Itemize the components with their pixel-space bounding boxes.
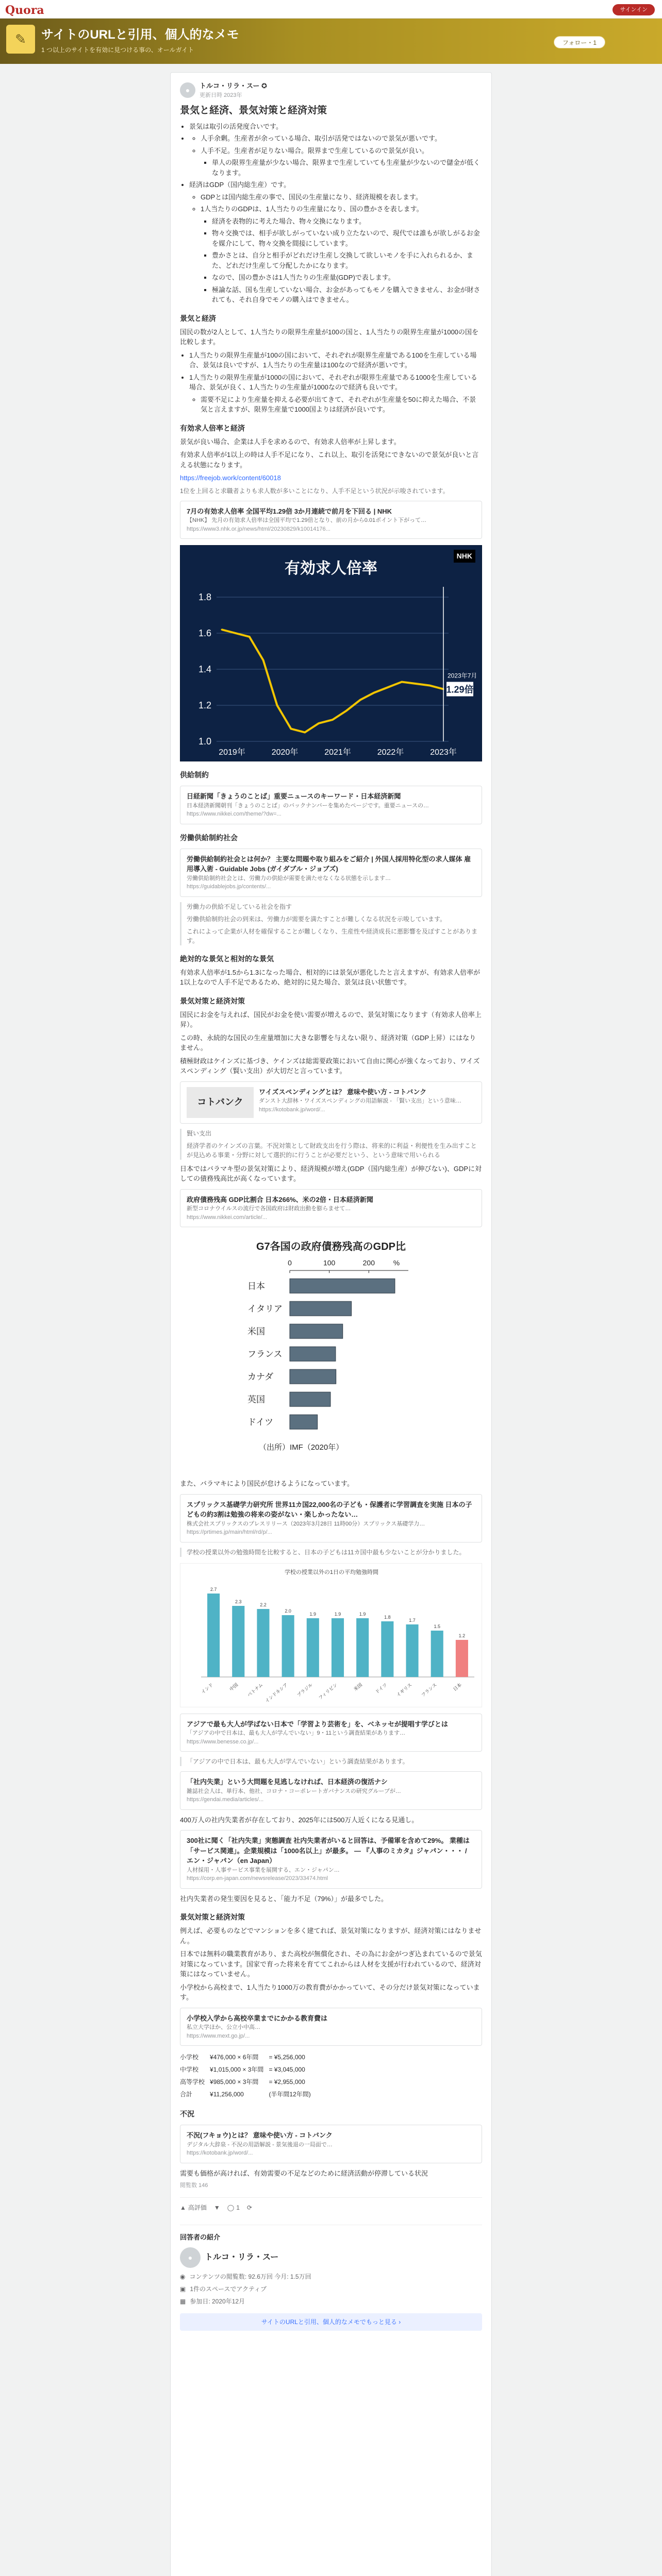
data-point: [290, 728, 292, 730]
category-label: 日本: [452, 1682, 463, 1692]
link-note: 1位を上回ると求職者よりも求人数が多いことになり、人手不足という状況が示唆されています。: [180, 487, 449, 495]
link-card-desc: デジタル大辞泉 - 不況の用語解説 - 景気後退の一局面で…: [187, 2141, 333, 2148]
space-icon[interactable]: ✎: [6, 25, 35, 54]
list-item: • 景気は取引の活発度合いです。: [189, 122, 482, 132]
post-title: 景気と経済、景気対策と経済対策: [180, 105, 327, 116]
paragraph: 労働力の供給不足している社会を指す: [187, 903, 292, 910]
x-tick-label: 2021年: [324, 748, 351, 757]
y-tick-label: 1.2: [198, 700, 211, 710]
cost-label: 中学校: [180, 2066, 199, 2073]
list-item: • 1人当たりの限界生産量が100の国において、それぞれが限界生産量である100を生産している場合、景気は良いですが、1人当たりの生産量は100なので経済が悪いです。: [189, 350, 482, 370]
y-tick-label: 1.8: [198, 592, 211, 602]
data-point: [235, 633, 236, 634]
author-meta: 更新日時 2023年: [200, 92, 242, 98]
bar: [257, 1609, 269, 1677]
space-title[interactable]: サイトのURLと引用、個人的なメモ: [41, 28, 239, 42]
link-card-nikkei-debt[interactable]: [180, 1189, 482, 1228]
paragraph: 社内失業者の発生要因を見ると、「能力不足（79%）」が最多でした。: [180, 1894, 388, 1903]
upvote-label: 高評価: [188, 2204, 207, 2211]
more-in-space-link[interactable]: サイトのURLと引用、個人的なメモでもっと見る ›: [180, 2313, 482, 2331]
category-label: ドイツ: [247, 1417, 274, 1427]
y-tick-label: 1.6: [198, 628, 211, 638]
list-item: ◦ 需要不足により生産量を抑える必要が出てきて、それぞれが生産量を50に抑えた場合、不景気と言えますが、限界生産量で1000国よりは経済が良いです。: [201, 395, 482, 415]
section-heading: 供給制約: [180, 771, 209, 779]
x-unit-label: %: [393, 1259, 400, 1267]
paragraph: 国民にお金を与えれば、国民がお金を使い需要が増えるので、景気対策になります（有効求人倍率上昇）。: [180, 1010, 482, 1028]
quote-text: 経済学者のケインズの言葉。不況対策として財政支出を行う際は、将来的に利益・利便性を生み出すことが見込める事業・分野に対して選択的に行うことが必要だという、という意味で用いられる: [187, 1142, 477, 1159]
calendar-icon: ▦: [180, 2298, 186, 2305]
paragraph: 有効求人倍率が1以上の時は人手不足になり、これ以上、取引を活発にできないので景気が良いと言える状態になります。: [180, 451, 479, 469]
data-point: [276, 705, 278, 706]
about-header: 回答者の紹介: [180, 2233, 221, 2241]
x-tick-label: 0: [288, 1259, 292, 1267]
bar: [232, 1606, 244, 1677]
bar: [332, 1618, 344, 1677]
annotation-value: 1.29倍: [446, 684, 474, 695]
cost-calc: ¥985,000 × 3年間: [210, 2078, 259, 2086]
link-card-title: 小学校入学から高校卒業までにかかる教育費は: [187, 2014, 328, 2022]
link-card-title: 日経新聞「きょうのことば」重要ニュースのキーワード・日本経済新聞: [187, 792, 401, 800]
list-item: ◦ GDPとは国内総生産の事で、国民の生産量になり、経済規模を表します。: [201, 192, 482, 202]
bar: [307, 1618, 319, 1677]
link-card-title: 政府債務残高 GDP比割合 日本266%、米の2倍・日本経済新聞: [187, 1195, 373, 1204]
y-tick-label: 1.0: [198, 736, 211, 747]
link-card-desc: 労働供給制約社会とは、労働力の供給が需要を満たせなくなる状態を示します…: [187, 875, 391, 882]
link-card-url: https://guidablejobs.jp/contents/...: [187, 884, 271, 890]
author-name[interactable]: トルコ・リラ・スー ✪: [200, 82, 267, 90]
upvote-icon: ▲: [180, 2204, 186, 2211]
list-item: ▪ 極論な話、国も生産していない場合、お金があってもモノを購入できません、お金が財されても、それ自身でモノの購入はできません。: [212, 285, 482, 305]
link-card-desc: 株式会社スプリックスのプレスリリース（2023年3月28日 11時00分）スプリックス基礎学力…: [187, 1520, 425, 1527]
category-label: カナダ: [247, 1372, 274, 1382]
data-point: [221, 629, 223, 631]
link-card-url: https://kotobank.jp/word/...: [259, 1106, 325, 1113]
data-point: [415, 683, 417, 685]
bar: [406, 1624, 419, 1677]
data-point: [318, 723, 320, 724]
data-point: [359, 699, 361, 701]
data-label: 1.7: [409, 1617, 416, 1623]
nhk-logo: NHK: [454, 550, 475, 563]
category-label: イタリア: [247, 1304, 283, 1314]
data-point: [401, 681, 403, 683]
category-label: フィリピン: [317, 1682, 339, 1701]
link-card-education-cost[interactable]: [180, 2008, 482, 2046]
section-heading: 労働供給制約社会: [180, 833, 238, 842]
list-item: ▪ 経済を表物的に考えた場合、物々交換になります。: [212, 216, 482, 227]
list-item: • 1人当たりの限界生産量が1000の国において、それぞれが限界生産量である1000を生産している場合、景気が良く、1人当たりの生産量が1000なので経済も良いです。: [189, 372, 482, 393]
table-row: [180, 2076, 316, 2088]
cost-calc: ¥476,000 × 6年間: [210, 2054, 259, 2061]
about-author: [180, 2225, 482, 2331]
annotation-label: 2023年7月: [448, 672, 477, 680]
cost-label: 合計: [180, 2091, 193, 2098]
data-label: 2.0: [285, 1608, 291, 1614]
bar: [431, 1631, 443, 1677]
g7-debt-svg: [238, 1234, 424, 1471]
cost-calc: ¥1,015,000 × 3年間: [210, 2066, 264, 2073]
y-tick-label: 1.4: [198, 664, 211, 674]
paragraph: 有効求人倍率が1.5から1.3になった場合、相対的には景気が悪化したと言えますが、有効求人倍率が1以上なので人手不足であるため、絶対的に見た場合、景気は良い状態です。: [180, 968, 481, 986]
link-card-desc: ダンスト大辞林・ワイズスペンディングの用語解説 - 「賢い支出」という意味…: [259, 1098, 462, 1104]
top-bar: [0, 0, 662, 19]
list-item: ▪ 単人の限界生産量が少ない場合、限界まで生産していても生産量が少ないので儲金が低くなります。: [212, 158, 482, 178]
paragraph: また、バラマキにより国民が怠けるようになっています。: [180, 1480, 354, 1487]
quote-block: [180, 902, 482, 945]
paragraph: 400万人の社内失業者が存在しており、2025年には500万人近くになる見通し。: [180, 1816, 419, 1824]
list-item: ▪ なので、国の豊かさは1人当たりの生産量(GDP)で表します。: [212, 273, 482, 283]
quote-label: 賢い支出: [187, 1129, 212, 1137]
chart-title: 有効求人倍率: [285, 560, 377, 577]
link-card-desc: 人材採用・人事サービス事業を展開する、エン・ジャパン…: [187, 1867, 340, 1873]
category-label: 米国: [353, 1682, 363, 1692]
quote-block: [180, 1548, 482, 1557]
data-label: 1.2: [458, 1633, 466, 1638]
data-label: 1.9: [359, 1611, 366, 1617]
downvote-button[interactable]: [214, 2203, 220, 2212]
link-card-kotobank[interactable]: [180, 1081, 482, 1124]
about-spaces: 1件のスペースでアクティブ: [190, 2285, 267, 2293]
category-label: フランス: [420, 1682, 438, 1698]
data-point: [429, 685, 431, 686]
table-row: [180, 2088, 316, 2100]
cost-total: = ¥5,256,000: [269, 2054, 305, 2061]
paragraph: これによって企業が人材を確保することが難しくなり、生産性や経済成長に悪影響を及ぼすことがあります。: [187, 927, 478, 944]
series-line: [222, 630, 443, 733]
kotobank-thumb: コトバンク: [187, 1087, 254, 1118]
link-card-url: https://www.nikkei.com/article/...: [187, 1214, 267, 1221]
category-label: ドイツ: [374, 1682, 388, 1695]
avatar[interactable]: ●: [180, 2247, 201, 2268]
space-banner: [0, 19, 662, 64]
table-row: [180, 2051, 316, 2063]
bar: [290, 1324, 343, 1338]
freejob-link[interactable]: https://freejob.work/content/60018: [180, 474, 281, 482]
comment-button[interactable]: [227, 2203, 240, 2212]
about-joined: 参加日: 2020年12月: [190, 2298, 245, 2305]
chart-title: 学校の授業以外の1日の平均勉強時間: [284, 1569, 379, 1575]
list-item: [189, 192, 482, 305]
comment-icon: ◯: [227, 2204, 235, 2211]
link-card-enjapan[interactable]: [180, 1830, 482, 1889]
bar: [356, 1618, 369, 1677]
link-card-url: https://prtimes.jp/main/html/rd/p/...: [187, 1529, 272, 1535]
login-button[interactable]: サインイン: [613, 4, 655, 15]
job-ratio-svg: [180, 546, 483, 762]
x-tick-label: 2023年: [430, 748, 457, 757]
list-item: • 経済はGDP（国内総生産）です。: [189, 180, 482, 190]
quote-block: [180, 1757, 482, 1766]
link-card-url: https://corp.en-japan.com/newsrelease/2023/33474.html: [187, 1875, 328, 1882]
comment-count: 1: [236, 2204, 240, 2211]
g7-debt-chart: [238, 1234, 424, 1471]
link-card-url: https://www.benesse.co.jp/...: [187, 1738, 259, 1745]
paragraph: 日本では無料の職業教育があり、また高校が無償化され、その為にお金がつぎ込まれているので景気対策になっています。国家で育った将来を育ててこれからは人材を支援が行われているので、経済対策にはなっていません。: [180, 1950, 482, 1978]
list-item: [189, 395, 482, 415]
about-row: [180, 2297, 482, 2306]
action-bar: [180, 2197, 482, 2212]
study-time-chart: [180, 1563, 482, 1707]
section-heading: 有効求人倍率と経済: [180, 423, 245, 432]
category-label: フランス: [247, 1349, 283, 1359]
list-item: ◦ 1人当たりのGDPは、1人当たりの生産量になり、国の豊かさを表します。: [201, 204, 482, 214]
link-card-title: スプリックス基礎学力研究所 世界11カ国22,000名の子ども・保護者に学習調査を実施 日本の子どもの約3割は勉強の将来の姿がない・楽しかったない…: [187, 1500, 472, 1518]
list-item: ◦ • 人手余剰。生産者が余っている場合、取引が活発ではないので景気が悪いです。: [201, 133, 482, 144]
list-item: ▪ 物々交換では、相手が欲しがっていない成り立たないので、現代では誰もが欲しがるお金を媒介にして、物々交換を間接にしています。: [212, 228, 482, 248]
job-ratio-chart: [180, 545, 482, 761]
paragraph: 景気が良い場合、企業は人手を求めるので、有効求人倍率が上昇します。: [180, 437, 401, 446]
bar: [207, 1594, 220, 1677]
downvote-icon: ▼: [213, 2204, 220, 2211]
about-views: コンテンツの閲覧数: 92.6万回 今月: 1.5万回: [189, 2273, 311, 2280]
bar: [290, 1369, 336, 1384]
link-card-benesse[interactable]: [180, 1714, 482, 1752]
table-row: [180, 2063, 316, 2076]
paragraph: 積極財政はケインズに基づき、ケインズは総需要政策において自由に関心が強くなっており、ワイズスペンディング（賢い支出）が大切だと言っています。: [180, 1057, 480, 1075]
x-tick-label: 100: [323, 1259, 336, 1267]
data-point: [332, 719, 334, 721]
link-card-url: https://www.mext.go.jp/...: [187, 2032, 250, 2039]
link-card-desc: 私立大学ほか、公立小中高…: [187, 2024, 260, 2030]
list-item: [189, 133, 482, 178]
view-count: 閲覧数 146: [180, 2182, 208, 2189]
education-cost-table: [180, 2051, 316, 2100]
quora-logo[interactable]: Quora: [5, 4, 44, 17]
bar: [290, 1415, 318, 1429]
list-item: [201, 216, 482, 305]
category-label: 米国: [247, 1327, 265, 1336]
section-heading: 景気と経済: [180, 314, 216, 323]
cost-label: 高等学校: [180, 2078, 205, 2086]
x-tick-label: 2022年: [377, 748, 404, 757]
bar: [381, 1621, 393, 1677]
paragraph: 労働供給制約社会の到来は、労働力が需要を満たすことが難しくなる状況を示唆しています。: [187, 915, 446, 923]
author-header: [180, 81, 482, 99]
data-label: 2.2: [260, 1602, 267, 1607]
link-card-url: https://gendai.media/articles/...: [187, 1797, 264, 1803]
eye-icon: ◉: [180, 2273, 186, 2280]
link-card-desc: 雑誌社会人は、単行本、他社、コロナ・コーポレートガバナンスの研究グループが…: [187, 1788, 401, 1794]
link-card-nikkei[interactable]: [180, 786, 482, 824]
data-point: [387, 687, 389, 688]
post-card: [170, 72, 492, 2576]
section-heading: 不況: [180, 2110, 194, 2118]
category-label: イギリス: [395, 1682, 413, 1698]
link-card-url: https://www.nikkei.com/theme/?dw=...: [187, 811, 282, 817]
quote-block: [180, 1129, 482, 1160]
data-label: 1.9: [309, 1611, 317, 1617]
link-card-desc: 「アジアの中で日本は、最も大人が学んでいない」9・11という調査結果があります…: [187, 1730, 406, 1736]
category-label: ブラジル: [296, 1682, 314, 1698]
category-label: 英国: [247, 1395, 265, 1404]
data-label: 2.3: [235, 1599, 242, 1604]
link-card-title: 300社に聞く「社内失業」実態調査 社内失業者がいると回答は、予備軍を含めて29%。 業種は「サービス関連」。企業規模は「1000名以上」が最多。 — 『人事のミカタ』ジャパン・・・ / エン・ジャパン（en Japan）: [187, 1837, 470, 1865]
bar: [290, 1301, 352, 1316]
keiki-list: [189, 350, 482, 415]
paragraph: 需要も価格が高ければ、有効需要の不足などのために経済活動が停滞している状況: [180, 2169, 428, 2177]
link-card-desc: 新型コロナウイルスの流行で各国政府は財政出動を膨らませて…: [187, 1206, 351, 1212]
list-item: [201, 158, 482, 178]
share-icon: ⟳: [246, 2204, 252, 2211]
data-point: [304, 732, 306, 733]
space-small-icon: ▣: [180, 2285, 186, 2293]
cost-label: 小学校: [180, 2054, 199, 2061]
avatar[interactable]: ●: [180, 82, 195, 98]
section-heading: 景気対策と経済対策: [180, 996, 245, 1005]
share-button[interactable]: [247, 2203, 252, 2212]
category-label: ベトナム: [246, 1682, 264, 1698]
link-card-gendai[interactable]: [180, 1771, 482, 1810]
link-card-title: ワイズスペンディングとは？ 意味や使い方 - コトバンク: [259, 1088, 427, 1096]
link-card-desc: 【NHK】 先月の有効求人倍率は全国平均で1.29倍となり、前の月から0.01ポイント下がって…: [187, 517, 427, 523]
paragraph: 学校の授業以外の勉強時間を比較すると、日本の子どもは11カ国中最も少ないことが分かりました。: [187, 1548, 466, 1556]
about-name[interactable]: トルコ・リラ・スー: [205, 2253, 279, 2262]
paragraph: 日本ではバラマキ型の景気対策により、経済規模が増え(GDP（国内総生産）が伸びない)、GDPに対しての債務残高比が高くなっています。: [180, 1164, 482, 1182]
data-label: 1.5: [434, 1623, 440, 1629]
space-description: 1 つ以上のサイトを有効に見つける事の、オールガイト: [41, 46, 194, 54]
about-row: [180, 2272, 482, 2281]
source-label: （出所）IMF（2020年）: [259, 1443, 344, 1452]
x-tick-label: 2020年: [271, 748, 299, 757]
cost-total: = ¥2,955,000: [269, 2078, 305, 2086]
data-point: [345, 710, 347, 711]
section-heading: 景気対策と経済対策: [180, 1913, 245, 1921]
bar: [290, 1347, 336, 1361]
link-card-title: 「社内失業」という大問題を見逃しなければ、日本経済の復活ナシ: [187, 1778, 388, 1786]
data-label: 2.7: [210, 1586, 217, 1592]
cost-total: = ¥3,045,000: [269, 2066, 305, 2073]
category-label: インド: [200, 1682, 214, 1695]
data-point: [373, 692, 375, 693]
x-tick-label: 2019年: [219, 748, 245, 757]
link-card-url: https://kotobank.jp/word/...: [187, 2150, 253, 2156]
link-card-desc: 日本経済新聞朝刊「きょうのことば」のバックナンバーを集めたページです。重要ニュースの…: [187, 802, 429, 809]
cost-calc: ¥11,256,000: [210, 2091, 244, 2098]
data-label: 1.8: [384, 1614, 391, 1620]
link-card-fukyo[interactable]: [180, 2125, 482, 2163]
bar: [290, 1392, 330, 1406]
section-heading: 絶対的な景気と相対的な景気: [180, 954, 274, 963]
paragraph: 例えば、必要ものなどでマンションを多く建てれば、景気対策になりますが、経済対策にはなりません。: [180, 1927, 482, 1945]
link-card-title: 不況(フキョウ)とは？ 意味や使い方 - コトバンク: [187, 2131, 333, 2139]
link-card-url: https://www3.nhk.or.jp/news/html/20230829/k10014176...: [187, 526, 330, 532]
about-author-row: [180, 2247, 482, 2268]
category-label: 中国: [228, 1682, 239, 1692]
category-label: インドネシア: [264, 1682, 289, 1704]
chart-title: G7各国の政府債務残高のGDP比: [256, 1241, 406, 1252]
bar: [290, 1279, 395, 1293]
x-tick-label: 200: [362, 1259, 375, 1267]
upvote-button[interactable]: [180, 2203, 207, 2212]
paragraph: 「アジアの中で日本は、最も大人が学んでいない」という調査結果があります。: [187, 1758, 409, 1765]
about-row: [180, 2284, 482, 2294]
list-item: ◦ 人手不足。生産者が足りない場合。限界まで生産しているので景気が良い。: [201, 146, 482, 156]
study-time-svg: [180, 1564, 483, 1708]
link-card-title: 7月の有効求人倍率 全国平均1.29倍 3か月連続で前月を下回る | NHK: [187, 507, 392, 515]
list-item: ▪ 豊かさとは、自分と相手がどれだけ生産し交換して欲しいモノを手に入れられるか、また、どれだけ生産して分配したかになります。: [212, 250, 482, 270]
paragraph: 小学校から高校まで、1人当たり1000万の教育費がかかっていて、その分だけ景気対策になっています。: [180, 1983, 480, 2001]
paragraph: 国民の数が2人として、1人当たりの限界生産量が100の国と、1人当たりの限界生産量が1000の国を比較します。: [180, 328, 479, 346]
intro-list: [189, 122, 482, 305]
link-card-title: 労働供給制約社会とは何か？ 主要な問題や取り組みをご紹介 | 外国人採用特化型の求人媒体 雇用導入術 - Guidable Jobs (ガイダブル・ジョブズ): [187, 855, 471, 873]
bar: [456, 1640, 468, 1677]
bar: [282, 1615, 294, 1677]
link-card-nhk[interactable]: [180, 501, 482, 539]
cost-total: (半年間12年間): [269, 2091, 311, 2098]
data-point: [249, 636, 250, 638]
category-label: 日本: [247, 1281, 265, 1291]
paragraph: この時、永続的な国民の生産量増加に大きな影響を与えない限り、経済対策（GDP上昇）にはなりません。: [180, 1033, 476, 1052]
link-card-title: アジアで最も大人が学ばない日本で「学習より芸術を」を、ベネッセが提唱す学びとは: [187, 1720, 448, 1728]
data-label: 1.9: [334, 1611, 341, 1617]
data-point: [262, 659, 264, 661]
link-card-guidable[interactable]: [180, 849, 482, 897]
follow-button[interactable]: フォロー・1: [554, 36, 605, 48]
link-card-sprix[interactable]: [180, 1494, 482, 1543]
